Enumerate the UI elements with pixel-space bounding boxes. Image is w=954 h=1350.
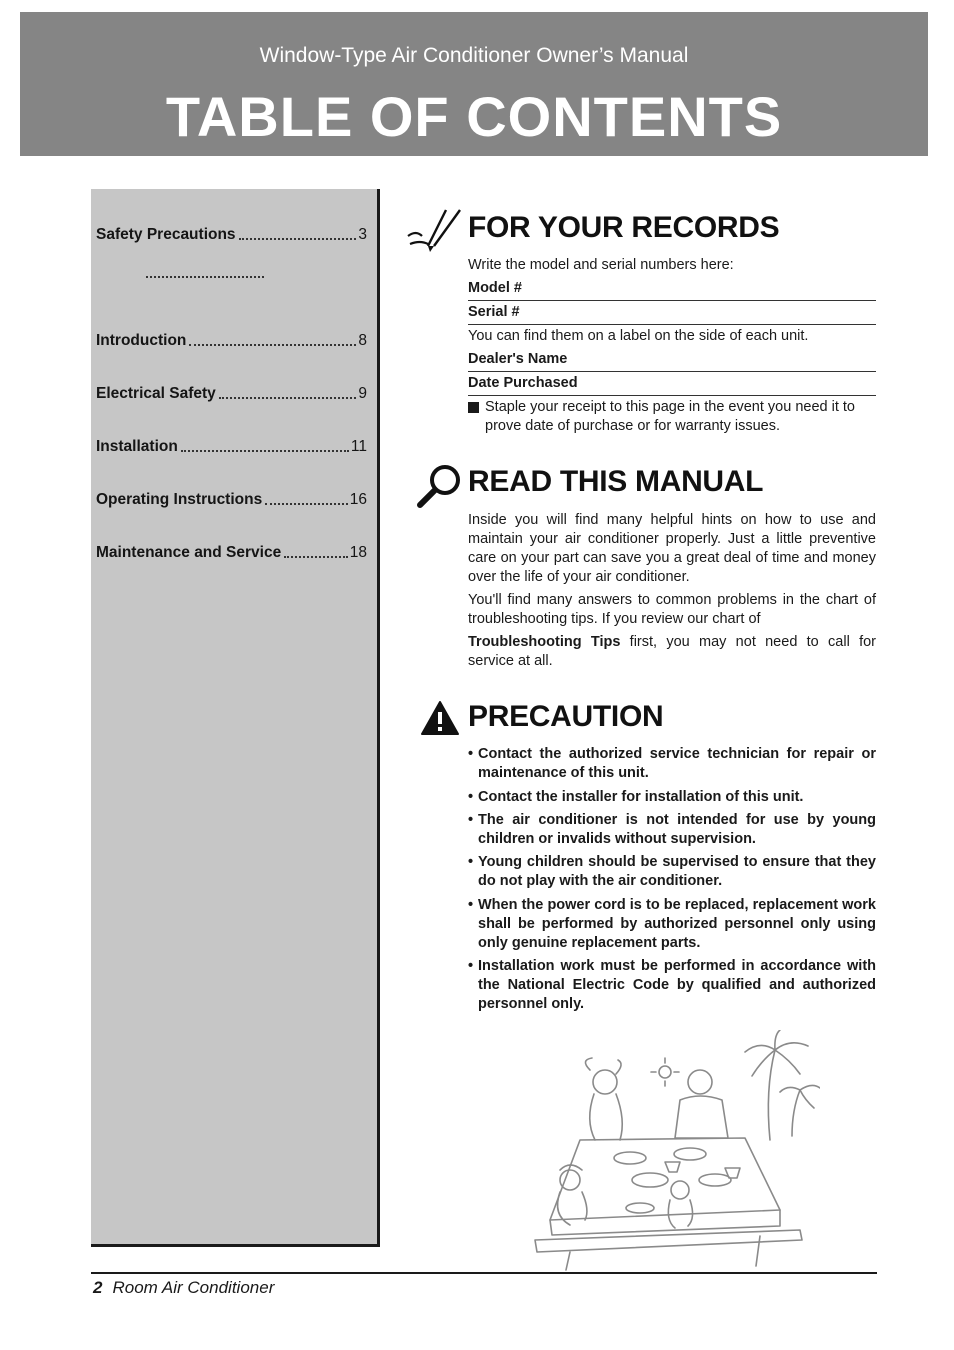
precaution-item: • Installation work must be performed in accordance with the National Electric Code by qualified and authorized personnel only. xyxy=(468,957,876,1014)
toc-item-label: Safety Precautions xyxy=(96,226,236,243)
toc-item-page: 9 xyxy=(358,385,367,402)
pen-icon xyxy=(406,206,462,252)
page-number: 2 xyxy=(93,1278,103,1297)
picnic-illustration xyxy=(530,1030,820,1275)
manual-para-3-text: first, you may not need to call for service at all. xyxy=(468,634,876,669)
precaution-item: • When the power cord is to be replaced, replacement work shall be performed by authorized personnel only using only genuine replacement parts. xyxy=(468,896,876,953)
toc-item-page: 3 xyxy=(358,226,367,243)
dealer-name-label: Dealer's Name xyxy=(468,351,568,367)
manual-subtitle: Window-Type Air Conditioner Owner’s Manual xyxy=(259,44,689,67)
toc-leader-dots xyxy=(219,397,357,399)
magnifying-glass-icon xyxy=(415,464,463,508)
toc-item-label: Installation xyxy=(96,438,178,455)
warning-icon xyxy=(420,700,460,736)
footer-rule xyxy=(91,1272,877,1274)
precaution-heading: PRECAUTION xyxy=(468,700,664,733)
toc-leader-dots xyxy=(265,503,348,505)
toc-item-installation[interactable] xyxy=(96,434,367,456)
toc-item-maintenance-and-service[interactable] xyxy=(96,540,367,562)
toc-item-label: Maintenance and Service xyxy=(96,544,282,561)
page-footer xyxy=(93,1278,274,1298)
precaution-item: • The air conditioner is not intended for use by young children or invalids without supervision. xyxy=(468,811,876,849)
toc-leader-dots xyxy=(146,276,264,278)
precaution-item: • Young children should be supervised to ensure that they do not play with the air conditioner. xyxy=(468,853,876,891)
footer-text: Room Air Conditioner xyxy=(112,1278,275,1297)
toc-leader-dots xyxy=(284,556,348,558)
records-heading: FOR YOUR RECORDS xyxy=(468,211,780,244)
staple-note-text: Staple your receipt to this page in the event you need it to prove date of purchase or for warranty issues. xyxy=(485,399,855,434)
manual-para-2: You'll find many answers to common problems in the chart of troubleshooting tips. If you review our chart of xyxy=(468,592,876,627)
records-intro: Write the model and serial numbers here: xyxy=(468,257,734,273)
manual-para-1: Inside you will find many helpful hints on how to use and maintain your air conditioner properly. Just a little preventive care on your part can save you a great deal of time and money over the life of your air conditioner. xyxy=(468,512,876,585)
date-purchased-field[interactable] xyxy=(468,373,876,396)
toc-item-page: 18 xyxy=(349,544,367,561)
square-bullet-icon xyxy=(468,402,479,413)
toc-item-page: 11 xyxy=(350,438,367,455)
manual-para-3 xyxy=(468,633,876,671)
serial-number-label: Serial # xyxy=(468,304,520,320)
troubleshooting-tips-label: Troubleshooting Tips xyxy=(468,634,621,650)
page-title: TABLE OF CONTENTS xyxy=(165,85,783,148)
precaution-item: • Contact the installer for installation of this unit. xyxy=(468,788,876,807)
date-purchased-label: Date Purchased xyxy=(468,375,578,391)
label-note: You can find them on a label on the side of each unit. xyxy=(468,328,809,344)
toc-item-safety-precautions[interactable] xyxy=(96,222,367,244)
toc-item-label: Operating Instructions xyxy=(96,491,263,508)
toc-item-introduction[interactable] xyxy=(96,328,367,350)
serial-number-field[interactable] xyxy=(468,302,876,325)
model-number-label: Model # xyxy=(468,280,522,296)
toc-leader-dots xyxy=(239,238,357,240)
model-number-field[interactable] xyxy=(468,278,876,301)
header-banner xyxy=(20,12,928,156)
manual-heading: READ THIS MANUAL xyxy=(468,465,764,498)
dealer-name-field[interactable] xyxy=(468,349,876,372)
precaution-item: • Contact the authorized service technician for repair or maintenance of this unit. xyxy=(468,745,876,783)
toc-item-label: Introduction xyxy=(96,332,187,349)
staple-note xyxy=(468,398,876,436)
toc-item-operating-instructions[interactable] xyxy=(96,487,367,509)
toc-item-label: Electrical Safety xyxy=(96,385,216,402)
toc-item-electrical-safety[interactable] xyxy=(96,381,367,403)
toc-item-page: 16 xyxy=(349,491,367,508)
toc-leader-dots xyxy=(181,450,349,452)
toc-item-page: 8 xyxy=(358,332,367,349)
toc-leader-dots xyxy=(189,344,356,346)
